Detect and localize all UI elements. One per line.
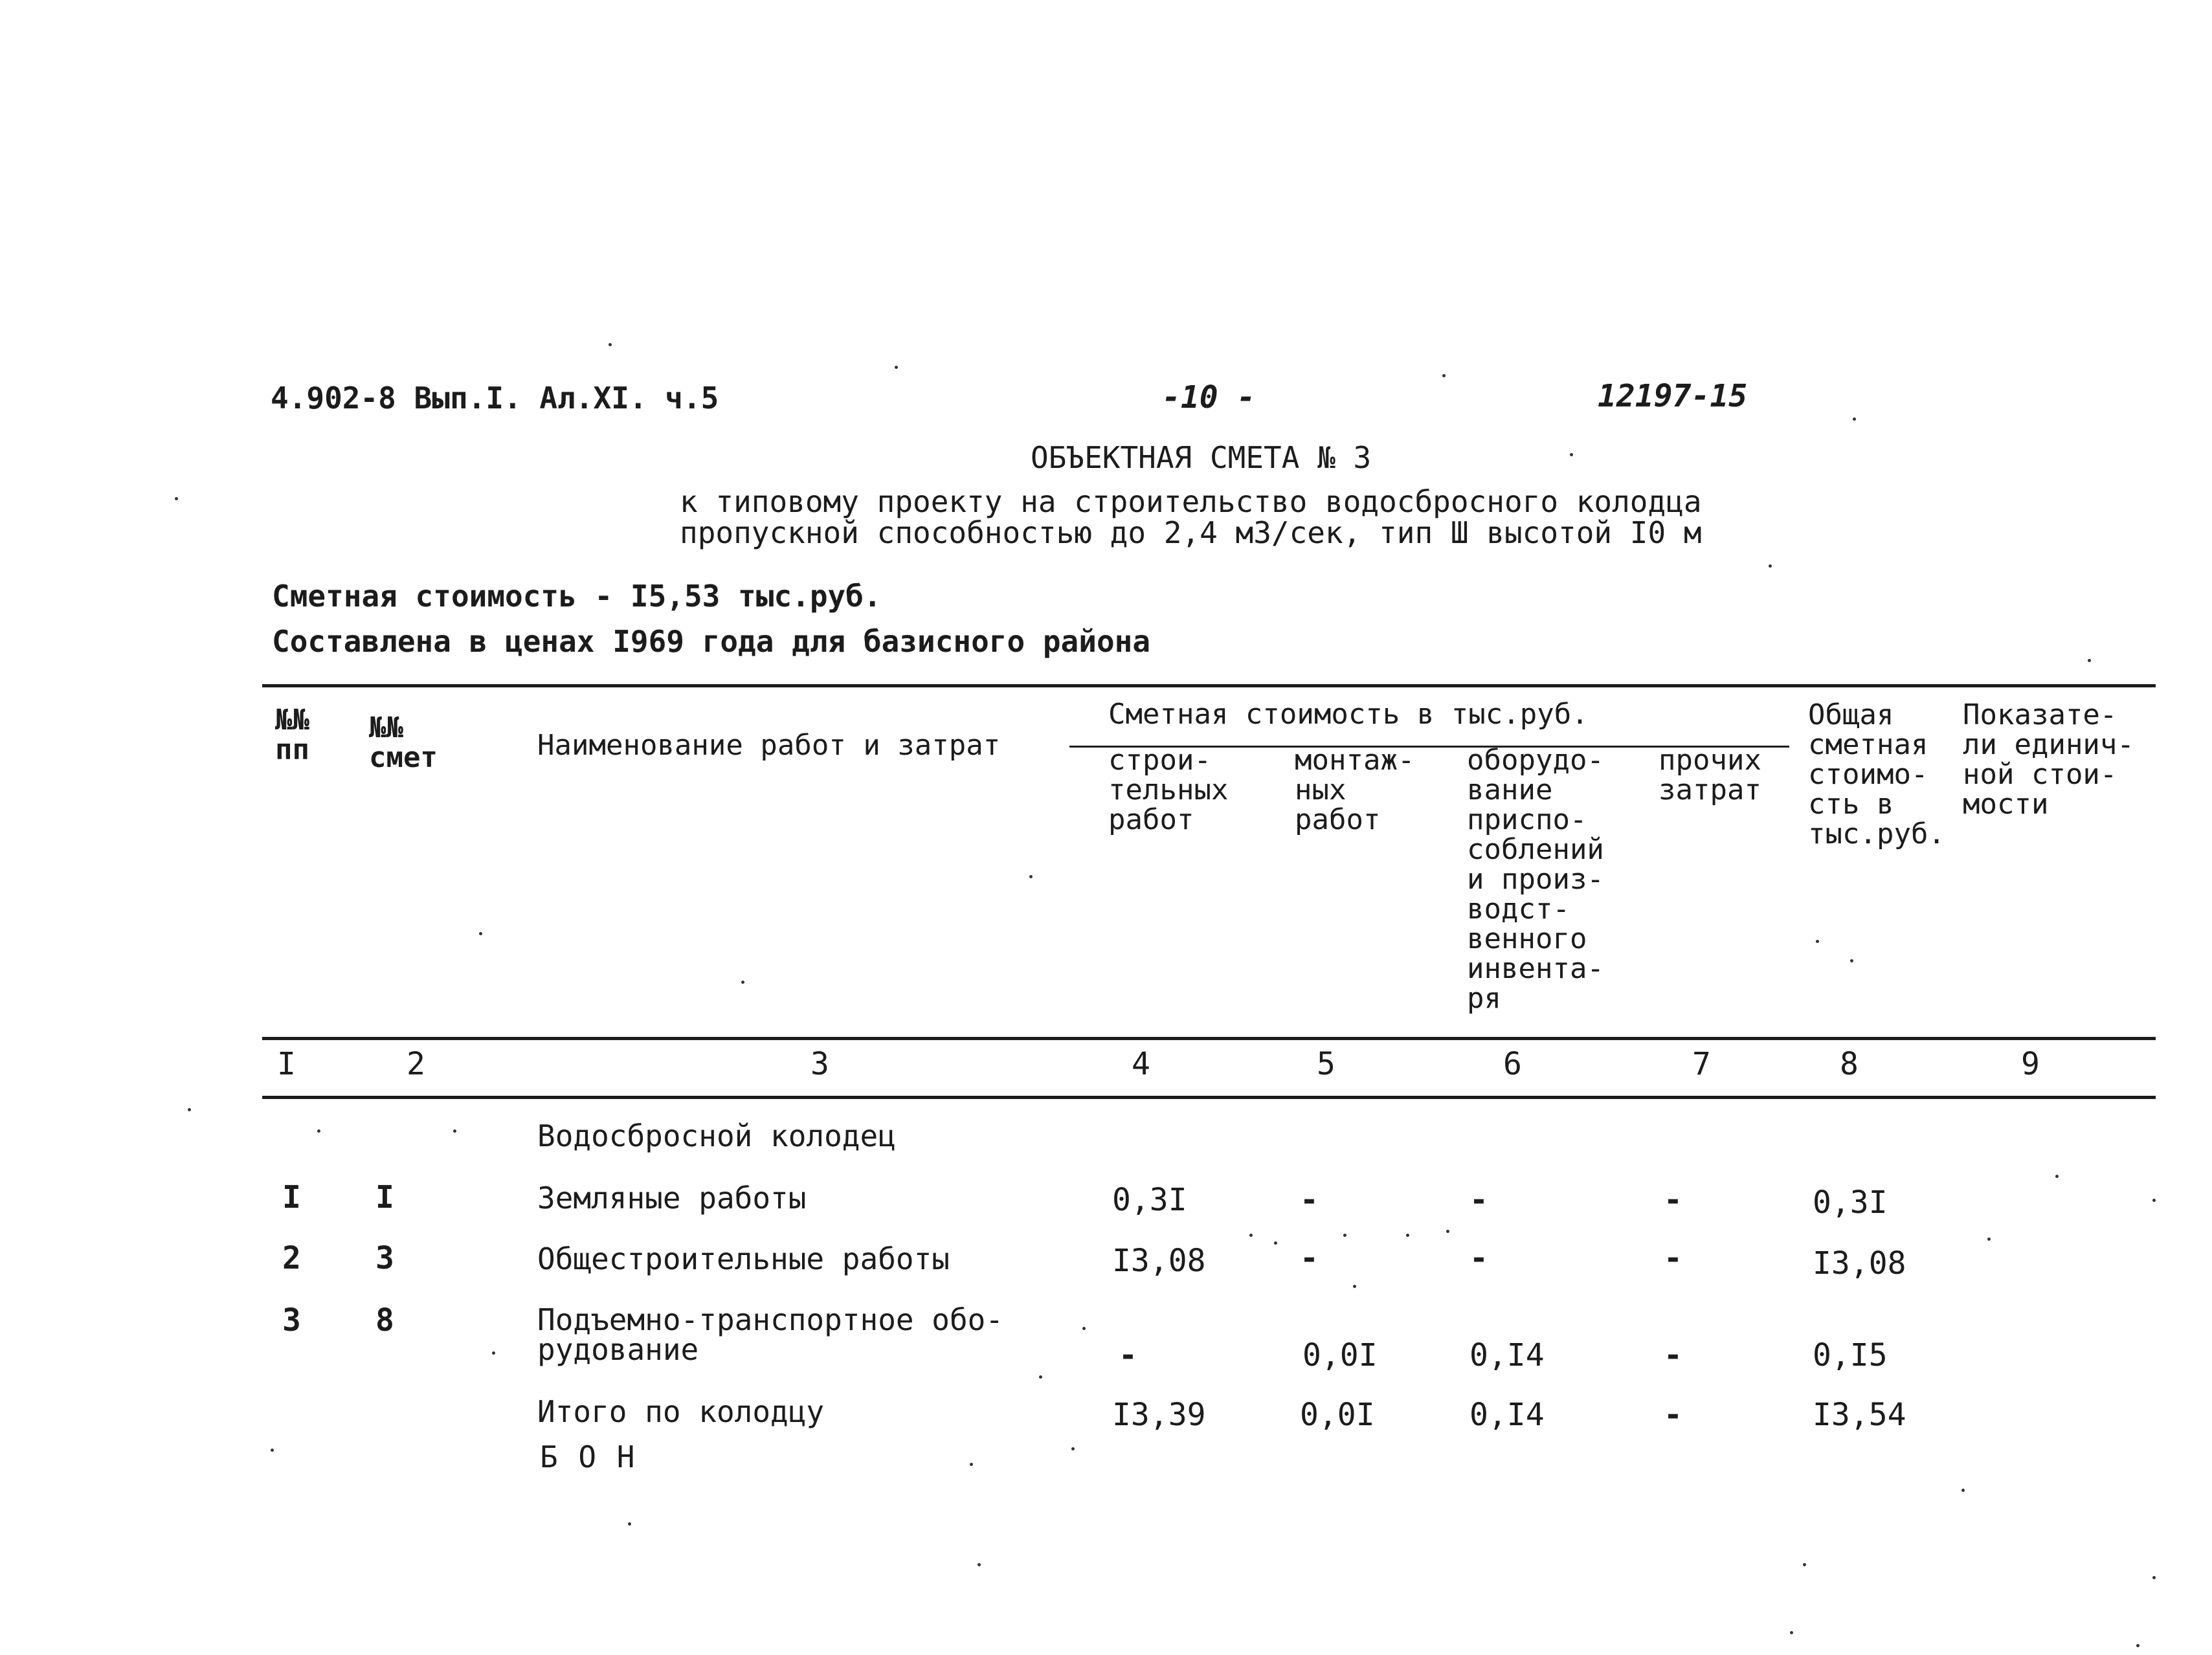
installation-cost: - bbox=[1300, 1240, 1319, 1276]
document-subtitle-line-1: к типовому проекту на строительство водосбросного колодца bbox=[680, 484, 1702, 519]
header-work-name: Наименование работ и затрат bbox=[537, 729, 1001, 762]
estimate-number: 3 bbox=[375, 1240, 394, 1276]
column-number-8: 8 bbox=[1840, 1046, 1859, 1082]
column-number-6: 6 bbox=[1503, 1046, 1522, 1082]
header-row-number: №№ пп bbox=[275, 704, 309, 766]
total-label: Итого по колодцу bbox=[537, 1394, 825, 1429]
row-number: 2 bbox=[282, 1240, 301, 1276]
total-other-cost: - bbox=[1664, 1397, 1682, 1433]
construction-cost: I3,08 bbox=[1112, 1243, 1206, 1279]
column-numbers-rule bbox=[262, 1096, 2156, 1099]
column-number-9: 9 bbox=[2021, 1046, 2040, 1082]
work-name: Подъемно-транспортное обо- рудование bbox=[537, 1302, 1004, 1367]
other-cost: - bbox=[1664, 1337, 1682, 1373]
total-cost: I3,08 bbox=[1813, 1245, 1906, 1282]
other-cost: - bbox=[1664, 1182, 1682, 1218]
estimate-number: I bbox=[375, 1179, 394, 1216]
column-number-3: 3 bbox=[810, 1046, 829, 1082]
equipment-cost: 0,I4 bbox=[1469, 1337, 1545, 1373]
column-number-7: 7 bbox=[1692, 1046, 1711, 1082]
document-number: 12197-15 bbox=[1598, 378, 1748, 414]
table-top-rule bbox=[262, 684, 2156, 687]
header-total-cost: Общая сметная стоимо- сть в тыс.руб. bbox=[1808, 698, 1945, 850]
installation-cost: - bbox=[1300, 1182, 1319, 1218]
equipment-cost: - bbox=[1469, 1182, 1488, 1218]
other-cost: - bbox=[1664, 1240, 1682, 1276]
header-construction-works: строи- тельных работ bbox=[1108, 744, 1229, 836]
column-number-5: 5 bbox=[1317, 1046, 1335, 1082]
footer-mark: Б О Н bbox=[540, 1439, 636, 1474]
total-installation-cost: 0,0I bbox=[1300, 1397, 1375, 1433]
total-construction-cost: I3,39 bbox=[1112, 1397, 1206, 1433]
column-number-1: I bbox=[277, 1046, 296, 1082]
estimate-number: 8 bbox=[375, 1302, 394, 1338]
document-code: 4.902-8 Вып.I. Ал.XI. ч.5 bbox=[271, 381, 719, 416]
page-number: -10 - bbox=[1162, 379, 1256, 416]
construction-cost: 0,3I bbox=[1112, 1182, 1187, 1218]
header-unit-indicators: Показате- ли единич- ной стои- мости bbox=[1963, 698, 2134, 821]
work-name: Земляные работы bbox=[537, 1181, 807, 1216]
header-cost-group: Сметная стоимость в тыс.руб. bbox=[1108, 698, 1589, 731]
header-equipment: оборудо- вание приспо- соблений и произ- водст- венного инвента- ря bbox=[1467, 744, 1604, 1015]
work-name: Общестроительные работы bbox=[537, 1241, 950, 1276]
total-equipment-cost: 0,I4 bbox=[1469, 1397, 1545, 1433]
row-number: 3 bbox=[282, 1302, 301, 1338]
total-cost: 0,I5 bbox=[1813, 1337, 1888, 1373]
estimated-cost: Сметная стоимость - I5,53 тыс.руб. bbox=[272, 579, 882, 614]
header-bottom-rule bbox=[262, 1037, 2156, 1040]
header-other-costs: прочих затрат bbox=[1659, 744, 1761, 806]
total-overall-cost: I3,54 bbox=[1813, 1397, 1906, 1433]
header-estimate-number: №№ смет bbox=[369, 711, 438, 774]
column-number-2: 2 bbox=[407, 1046, 425, 1082]
section-title: Водосбросной колодец bbox=[537, 1118, 896, 1153]
row-number: I bbox=[282, 1179, 301, 1216]
equipment-cost: - bbox=[1469, 1240, 1488, 1276]
header-installation-works: монтаж- ных работ bbox=[1295, 744, 1415, 836]
total-cost: 0,3I bbox=[1813, 1184, 1888, 1221]
document-title: ОБЪЕКТНАЯ СМЕТА № 3 bbox=[1031, 440, 1372, 475]
installation-cost: 0,0I bbox=[1302, 1337, 1378, 1373]
document-subtitle-line-2: пропускной способностью до 2,4 м3/сек, тип Ш высотой I0 м bbox=[680, 515, 1702, 550]
construction-cost: - bbox=[1119, 1337, 1137, 1373]
column-number-4: 4 bbox=[1132, 1046, 1150, 1082]
price-basis: Составлена в ценах I969 года для базисного района bbox=[272, 624, 1151, 659]
